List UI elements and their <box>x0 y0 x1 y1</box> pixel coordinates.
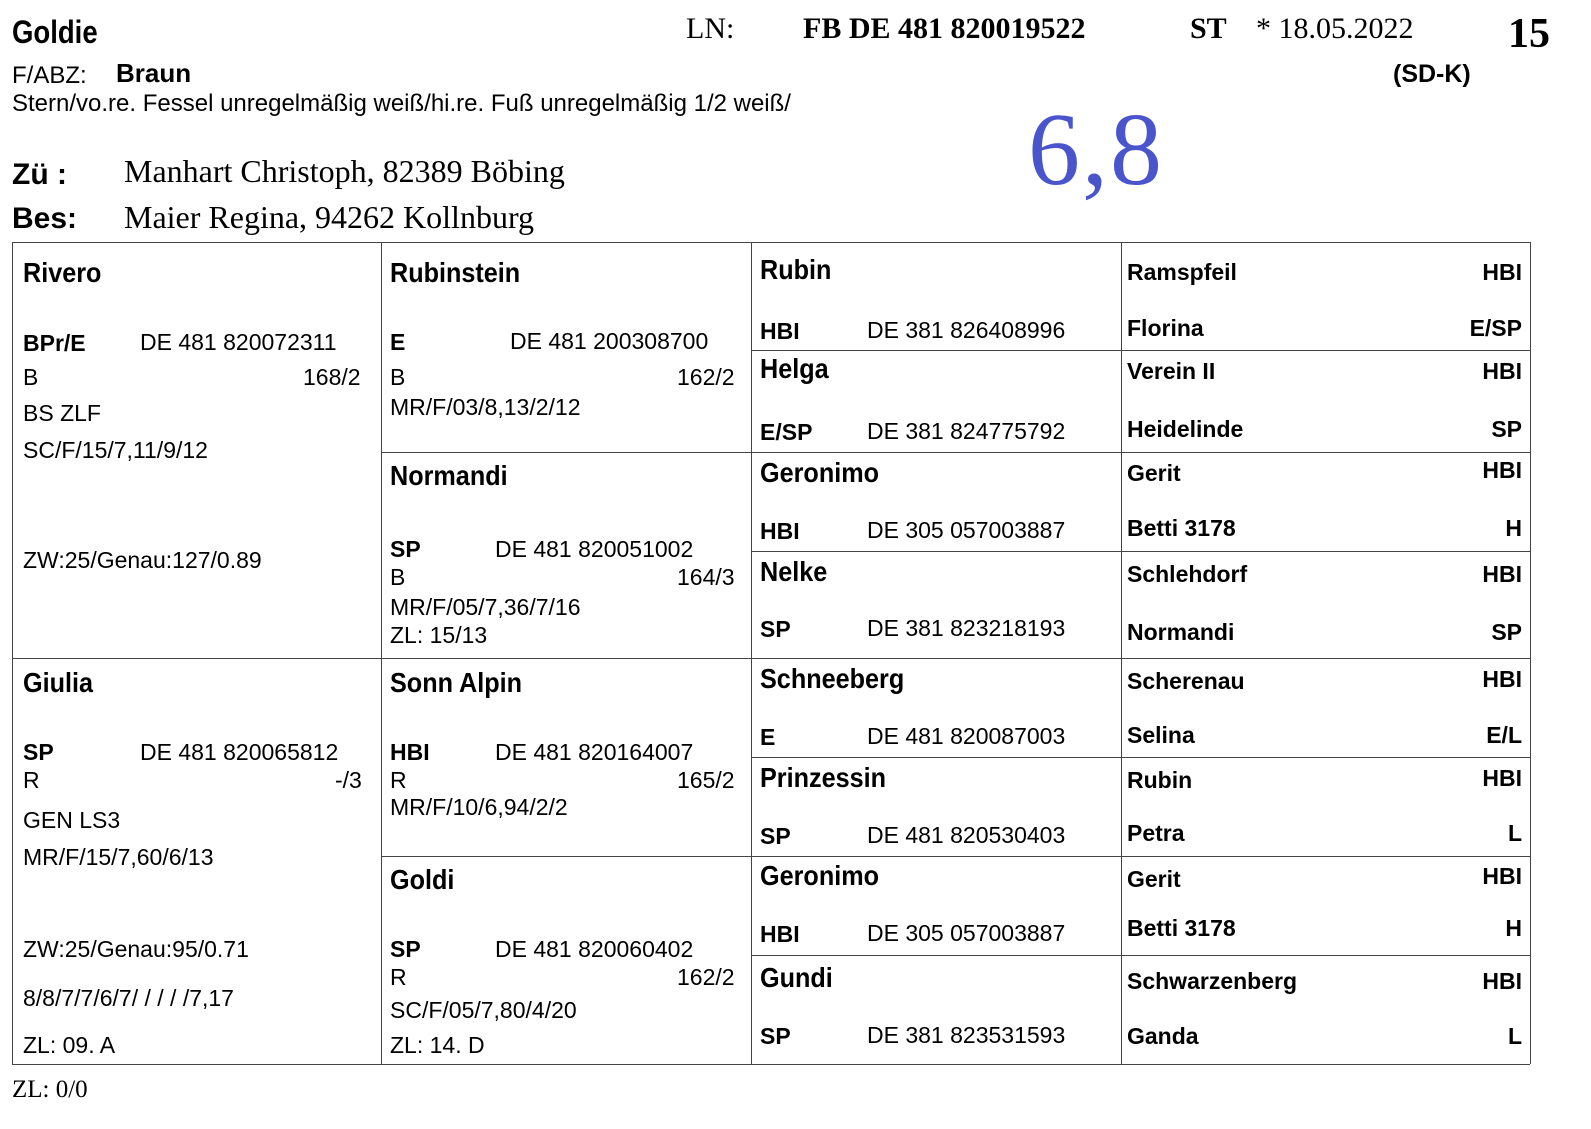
score: 6,8 <box>1028 92 1164 207</box>
sire-extra: BS ZLF <box>23 400 101 426</box>
gp-name: Sonn Alpin <box>390 667 523 698</box>
gp-name: Goldi <box>390 864 455 895</box>
dam-breeding-value: ZW:25/Genau:95/0.71 <box>23 936 249 962</box>
gggp-code: HBI <box>1482 561 1522 587</box>
gggp-code: HBI <box>1482 765 1522 791</box>
ggp-code: HBI <box>760 921 800 947</box>
ggp-id: DE 381 823218193 <box>867 615 1066 641</box>
breeder-value: Manhart Christoph, 82389 Böbing <box>124 153 565 189</box>
ggp-name: Geronimo <box>760 860 880 891</box>
ggp-id: DE 381 826408996 <box>867 317 1066 343</box>
st-label: ST <box>1190 12 1227 45</box>
sire-color: B <box>23 364 39 390</box>
owner-label: Bes: <box>12 202 78 235</box>
horse-name: Goldie <box>12 14 98 50</box>
ggp-code: E/SP <box>760 419 813 445</box>
sire-name: Rivero <box>23 257 102 288</box>
gggp-name: Gerit <box>1127 460 1181 486</box>
gggp-code: HBI <box>1482 863 1522 889</box>
sire-id: DE 481 820072311 <box>140 329 337 355</box>
gp-measure: 162/2 <box>677 364 735 390</box>
gggp-code: L <box>1507 1023 1522 1049</box>
gggp-code: HBI <box>1482 666 1522 692</box>
fabz-value: Braun <box>116 58 192 88</box>
gggp-code: H <box>1505 515 1522 541</box>
gp-color: B <box>390 564 406 590</box>
sire-code: BPr/E <box>23 330 86 356</box>
gp-color: B <box>390 364 406 390</box>
owner-value: Maier Regina, 94262 Kollnburg <box>124 199 535 235</box>
gggp-name: Selina <box>1127 722 1195 748</box>
footer-zl: ZL: 0/0 <box>12 1076 88 1103</box>
gp-code: HBI <box>390 739 430 765</box>
ggp-name: Helga <box>760 353 829 384</box>
markings: Stern/vo.re. Fessel unregelmäßig weiß/hi.re. Fuß unregelmäßig 1/2 weiß/ <box>12 90 791 117</box>
gp-measure: 162/2 <box>677 964 735 990</box>
gggp-code: HBI <box>1482 457 1522 483</box>
gggp-name: Verein II <box>1127 358 1216 384</box>
gp-measure: 165/2 <box>677 767 735 793</box>
ggp-code: HBI <box>760 518 800 544</box>
gggp-name: Florina <box>1127 315 1204 341</box>
ggp-id: DE 381 823531593 <box>867 1022 1066 1048</box>
breeder-label: Zü : <box>12 158 67 191</box>
birth-date: * 18.05.2022 <box>1256 12 1414 45</box>
ln-value: FB DE 481 820019522 <box>803 12 1086 45</box>
gggp-code: E/L <box>1486 722 1522 748</box>
ggp-id: DE 481 820087003 <box>867 723 1066 749</box>
gp-name: Normandi <box>390 460 508 491</box>
gggp-name: Schwarzenberg <box>1127 968 1297 994</box>
gggp-name: Scherenau <box>1127 668 1245 694</box>
gp-id: DE 481 820164007 <box>495 739 694 765</box>
gggp-name: Gerit <box>1127 866 1181 892</box>
gggp-code: H <box>1505 915 1522 941</box>
ggp-name: Nelke <box>760 556 828 587</box>
gp-performance: MR/F/03/8,13/2/12 <box>390 394 581 420</box>
gggp-name: Betti 3178 <box>1127 915 1236 941</box>
ggp-id: DE 305 057003887 <box>867 517 1066 543</box>
dam-zl: ZL: 09. A <box>23 1032 116 1058</box>
ggp-id: DE 381 824775792 <box>867 418 1066 444</box>
ggp-code: HBI <box>760 318 800 344</box>
gggp-code: SP <box>1491 619 1522 645</box>
ggp-name: Geronimo <box>760 457 880 488</box>
gggp-name: Betti 3178 <box>1127 515 1236 541</box>
ggp-id: DE 305 057003887 <box>867 920 1066 946</box>
gp-zl: ZL: 15/13 <box>390 622 488 648</box>
gggp-code: HBI <box>1482 968 1522 994</box>
dam-measure: -/3 <box>335 767 362 793</box>
gggp-name: Normandi <box>1127 619 1235 645</box>
gggp-name: Heidelinde <box>1127 416 1244 442</box>
gp-id: DE 481 820060402 <box>495 936 694 962</box>
gp-zl: ZL: 14. D <box>390 1032 485 1058</box>
dam-scores: 8/8/7/7/6/7/ / / / /7,17 <box>23 985 234 1011</box>
gggp-name: Rubin <box>1127 767 1193 793</box>
ggp-code: E <box>760 724 776 750</box>
gggp-code: E/SP <box>1469 315 1522 341</box>
ggp-code: SP <box>760 823 791 849</box>
dam-extra: GEN LS3 <box>23 807 121 833</box>
gp-color: R <box>390 767 407 793</box>
gp-measure: 164/3 <box>677 564 735 590</box>
dam-color: R <box>23 767 40 793</box>
ln-label: LN: <box>686 12 735 45</box>
gggp-name: Ramspfeil <box>1127 259 1237 285</box>
gggp-name: Schlehdorf <box>1127 561 1248 587</box>
fabz-label: F/ABZ: <box>12 62 87 89</box>
gp-performance: MR/F/05/7,36/7/16 <box>390 594 581 620</box>
ggp-code: SP <box>760 1023 791 1049</box>
gp-code: SP <box>390 536 421 562</box>
gggp-code: L <box>1507 820 1522 846</box>
catalog-number: 15 <box>1508 11 1550 57</box>
gp-name: Rubinstein <box>390 257 521 288</box>
dam-code: SP <box>23 739 54 765</box>
sire-breeding-value: ZW:25/Genau:127/0.89 <box>23 547 262 573</box>
ggp-name: Schneeberg <box>760 663 905 694</box>
gp-color: R <box>390 964 407 990</box>
gggp-code: SP <box>1491 416 1522 442</box>
ggp-id: DE 481 820530403 <box>867 822 1066 848</box>
gp-code: E <box>390 329 406 355</box>
gp-id: DE 481 820051002 <box>495 536 694 562</box>
sdk-label: (SD-K) <box>1393 60 1471 88</box>
dam-id: DE 481 820065812 <box>140 739 339 765</box>
ggp-code: SP <box>760 616 791 642</box>
gggp-name: Petra <box>1127 820 1185 846</box>
gp-performance: SC/F/05/7,80/4/20 <box>390 997 577 1023</box>
ggp-name: Prinzessin <box>760 762 887 793</box>
gggp-name: Ganda <box>1127 1023 1199 1049</box>
sire-performance: SC/F/15/7,11/9/12 <box>23 437 208 463</box>
dam-name: Giulia <box>23 667 94 698</box>
ggp-name: Gundi <box>760 962 833 993</box>
dam-performance: MR/F/15/7,60/6/13 <box>23 844 214 870</box>
gp-performance: MR/F/10/6,94/2/2 <box>390 794 568 820</box>
sire-measure: 168/2 <box>303 364 361 390</box>
gggp-code: HBI <box>1482 358 1522 384</box>
ggp-name: Rubin <box>760 254 832 285</box>
gp-id: DE 481 200308700 <box>510 328 709 354</box>
gggp-code: HBI <box>1482 259 1522 285</box>
gp-code: SP <box>390 936 421 962</box>
